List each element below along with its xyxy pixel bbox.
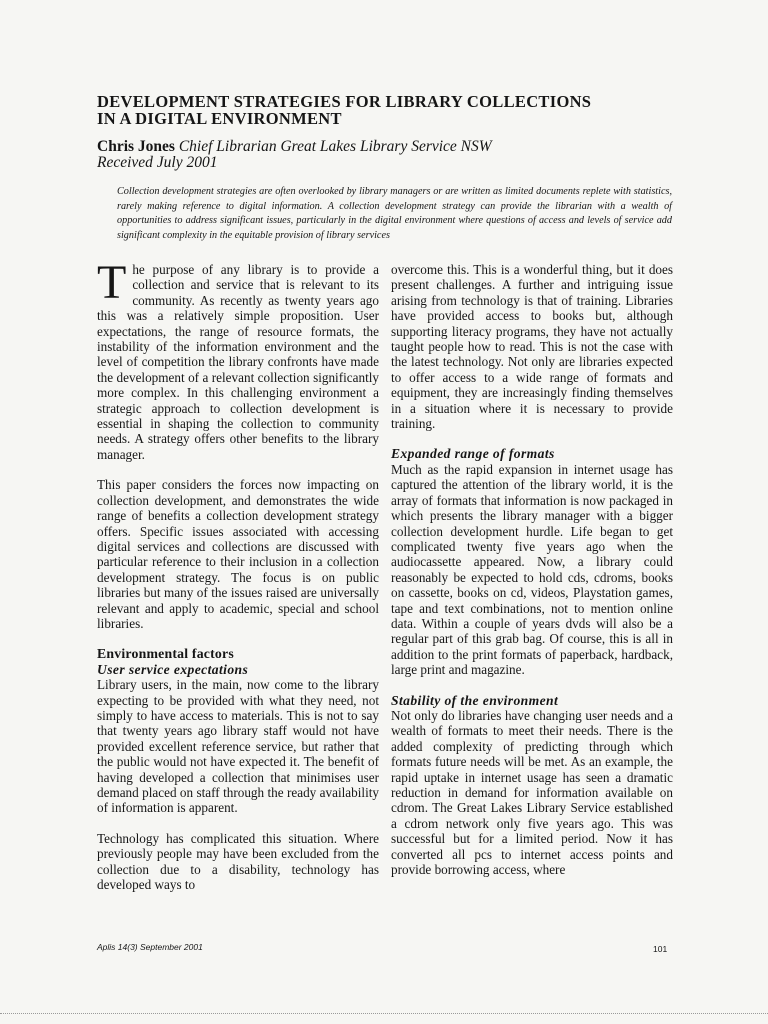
intro-paragraph-text: he purpose of any library is to provide a collection and service that is relevant to its community. As recently as twenty years ago this was a relatively simple proposition. User expectations, the range of resource formats, the instability of the information environment and the level of competition the library confronts have made the development of a relevant collection significantly more complex. In this challenging environment a strategic approach to collection development is essential in shaping the collection to community needs. A strategy offers other benefits to the library manager. [97, 262, 379, 462]
paragraph: Technology has complicated this situation. Where previously people may have been excluded from the collection due to a disability, technology has developed ways to [97, 830, 379, 893]
paragraph: This paper considers the forces now impacting on collection development, and demonstrates the wide range of benefits a collection development strategy offers. Specific issues associated with accessing digital services and collections are discussed with particular reference to their inclusion in a collection development strategy. The focus is on public libraries but many of the issues raised are universally relevant and apply to academic, special and school libraries. [97, 477, 379, 631]
journal-citation: Aplis 14(3) September 2001 [97, 942, 203, 952]
author-name: Chris Jones [97, 138, 175, 155]
article-title-line-1: DEVELOPMENT STRATEGIES FOR LIBRARY COLLECTIONS [97, 92, 592, 111]
article-title-line-2: IN A DIGITAL ENVIRONMENT [97, 109, 342, 128]
left-column [97, 256, 379, 907]
abstract: Collection development strategies are often overlooked by library managers or are written as limited documents replete with statistics, rarely making reference to digital information. A collection development strategy can provide the librarian with a wealth of opportunities to address significant issues, particularly in the digital environment where questions of access and levels of service add significant complexity in the equitable provision of library services [117, 186, 672, 241]
subsection-heading: Stability of the environment [391, 692, 559, 708]
subsection-heading: Expanded range of formats [391, 446, 555, 462]
paragraph: Much as the rapid expansion in internet usage has captured the attention of the library world, it is the array of formats that information is now packaged in which presents the library manager with a bigger collection development hurdle. Life began to get complicated twenty five years ago when the audiocassette appeared. Now, a library could reasonably be expected to hold cds, cdroms, books on cassette, books on cd, videos, Playstation games, tape and text combinations, not to mention online data. Within a couple of years dvds will also be a regular part of this grab bag. Of course, this is all in addition to the print formats of paperback, hardback, large print and magazine. [391, 461, 673, 678]
drop-cap: T [97, 256, 127, 309]
page-number: 101 [653, 944, 668, 954]
byline [97, 139, 697, 171]
received-date: Received July 2001 [97, 154, 218, 171]
paragraph: overcome this. This is a wonderful thing, but it does present challenges. A further and intriguing issue arising from technology is that of training. Libraries have provided access to books but, although supporting literacy programs, they have not actually taught people how to read. This is not the case with the latest technology. Not only are libraries expected to offer access to a wide range of formats and equipment, they are increasingly finding themselves in a situation where it is necessary to provide training. [391, 262, 673, 432]
paragraph: Library users, in the main, now come to the library expecting to be provided with what they need, not simply to have access to materials. This is not to say that twenty years ago library staff would not have provided excellent reference service, but rather that the public would not have expected it. The benefit of having developed a collection that minimises user demand placed on staff through the ready availability of information is apparent. [97, 677, 379, 816]
author-role: Chief Librarian Great Lakes Library Service NSW [178, 138, 492, 155]
scan-edge-divider [0, 1013, 768, 1014]
right-column [391, 262, 673, 892]
article-title [97, 93, 697, 127]
subsection-heading: User service expectations [97, 661, 249, 677]
intro-paragraph [97, 256, 379, 462]
section-heading: Environmental factors [97, 646, 234, 662]
paragraph: Not only do libraries have changing user needs and a wealth of formats to meet their needs. There is the added complexity of predicting through which formats future needs will be met. As an example, the rapid uptake in internet usage has seen a dramatic reduction in demand for information available on cdrom. The Great Lakes Library Service established a cdrom network only five years ago. This was successful but for a limited period. Now it has converted all pcs to internet access points and provide borrowing access, where [391, 707, 673, 878]
